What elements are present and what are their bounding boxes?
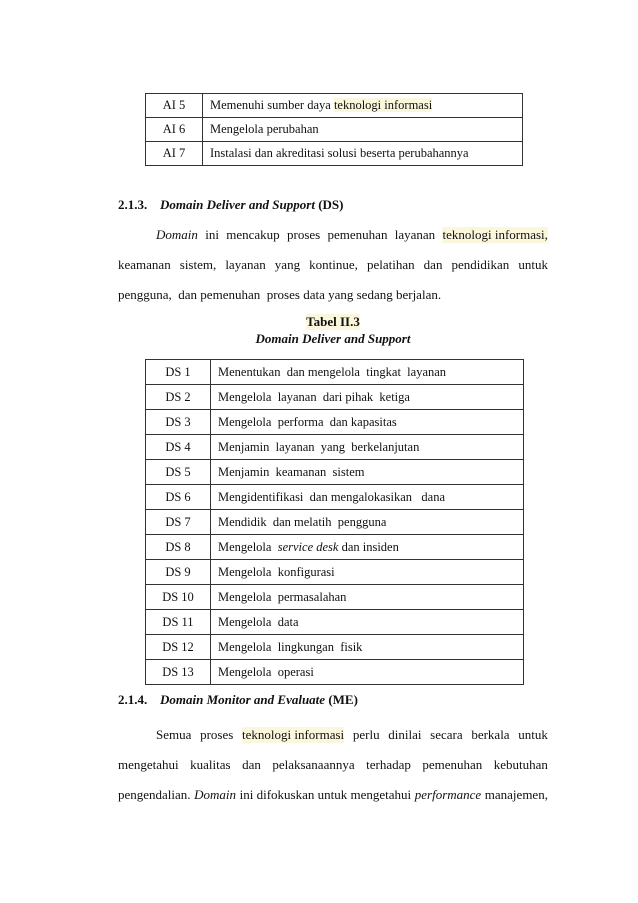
- table-row: [146, 360, 524, 385]
- row-description: [211, 385, 524, 410]
- word: pelatihan: [366, 257, 415, 272]
- word: dan: [423, 257, 443, 272]
- description-text: dan insiden: [338, 539, 399, 554]
- description-text: Mengelola layanan dari pihak ketiga: [218, 389, 410, 404]
- word: mengetahui: [118, 757, 179, 772]
- description-text: Mengelola permasalahan: [218, 589, 347, 604]
- row-code: DS 13: [146, 660, 211, 685]
- word: secara: [430, 727, 463, 742]
- word: proses: [286, 227, 321, 242]
- row-code: DS 9: [146, 560, 211, 585]
- word: manajemen,: [484, 787, 548, 802]
- description-text: Mendidik dan melatih pengguna: [218, 514, 387, 529]
- description-text: Mengelola performa dan kapasitas: [218, 414, 397, 429]
- word: kebutuhan: [493, 757, 548, 772]
- caption-title: Domain Deliver and Support: [255, 331, 411, 346]
- word: berkala: [471, 727, 510, 742]
- word: dan: [242, 757, 261, 772]
- table-row: [146, 510, 524, 535]
- row-description: Memenuhi sumber daya teknologi informasi: [203, 94, 523, 118]
- description-text: Mengelola data: [218, 614, 299, 629]
- highlighted-term: teknologi informasi: [333, 98, 433, 112]
- paragraph-line: [156, 227, 548, 243]
- word: perlu: [352, 727, 380, 742]
- section-heading-me: [118, 692, 358, 708]
- paragraph-line: pengguna, dan pemenuhan proses data yang sedang berjalan.: [118, 287, 442, 302]
- word: yang: [274, 257, 301, 272]
- word: terhadap: [366, 757, 411, 772]
- row-description: [211, 635, 524, 660]
- row-code: DS 8: [146, 535, 211, 560]
- row-description: [211, 435, 524, 460]
- row-description: [211, 585, 524, 610]
- word: pemenuhan: [327, 227, 388, 242]
- table-caption: [118, 314, 548, 347]
- description-text: Mengelola operasi: [218, 664, 314, 679]
- row-description: [211, 360, 524, 385]
- row-description: Instalasi dan akreditasi solusi beserta perubahannya: [203, 142, 523, 166]
- table-row: [146, 118, 523, 142]
- description-text: Menjamin layanan yang berkelanjutan: [218, 439, 420, 454]
- word: sistem,: [179, 257, 217, 272]
- row-description: [211, 660, 524, 685]
- word: kontinue,: [309, 257, 358, 272]
- description-text: Mengelola: [218, 539, 278, 554]
- word: Domain: [194, 787, 237, 802]
- table-row: [146, 142, 523, 166]
- row-code: AI 5: [146, 94, 203, 118]
- word: kualitas: [190, 757, 231, 772]
- table-row: [146, 635, 524, 660]
- word: pengendalian.: [118, 787, 191, 802]
- paragraph-line: [156, 727, 548, 743]
- row-description: [211, 560, 524, 585]
- table-row: [146, 485, 524, 510]
- table-row: [146, 610, 524, 635]
- word: pemenuhan: [422, 757, 483, 772]
- section-title: Domain Monitor and Evaluate: [160, 692, 326, 707]
- highlighted-term: teknologi informasi,: [442, 227, 548, 242]
- word: proses: [200, 727, 234, 742]
- row-description: Mengelola perubahan: [203, 118, 523, 142]
- row-description: [211, 460, 524, 485]
- row-code: DS 5: [146, 460, 211, 485]
- row-code: DS 6: [146, 485, 211, 510]
- word: layanan: [225, 257, 266, 272]
- word: pelaksanaannya: [272, 757, 355, 772]
- section-abbr: (ME): [328, 692, 358, 707]
- description-text: Menentukan dan mengelola tingkat layanan: [218, 364, 447, 379]
- highlighted-term: teknologi informasi: [241, 727, 345, 742]
- paragraph-line: [118, 787, 548, 803]
- description-text: Mengelola lingkungan fisik: [218, 639, 363, 654]
- row-code: AI 6: [146, 118, 203, 142]
- word: keamanan: [118, 257, 171, 272]
- italic-term: service desk: [277, 539, 339, 554]
- table-ai: [145, 93, 523, 166]
- row-code: DS 11: [146, 610, 211, 635]
- table-row: [146, 460, 524, 485]
- table-ds: [145, 359, 524, 685]
- description-text: Mengelola konfigurasi: [218, 564, 335, 579]
- description-text: Menjamin keamanan sistem: [218, 464, 365, 479]
- row-code: AI 7: [146, 142, 203, 166]
- word: layanan: [394, 227, 436, 242]
- row-description: [211, 510, 524, 535]
- table-row: [146, 385, 524, 410]
- paragraph-line: [118, 757, 548, 773]
- row-code: DS 7: [146, 510, 211, 535]
- word: performance: [414, 787, 482, 802]
- row-description: [211, 485, 524, 510]
- word: untuk: [518, 727, 548, 742]
- section-number: 2.1.4.: [118, 692, 148, 707]
- caption-label: Tabel II.3: [306, 314, 360, 329]
- description-text: Mengidentifikasi dan mengalokasikan dana: [218, 489, 446, 504]
- table-row: [146, 410, 524, 435]
- row-code: DS 1: [146, 360, 211, 385]
- row-description: [211, 535, 524, 560]
- table-row: [146, 94, 523, 118]
- table-row: [146, 585, 524, 610]
- word: Semua: [156, 727, 192, 742]
- table-row: [146, 535, 524, 560]
- table-row: [146, 435, 524, 460]
- section-title: Domain Deliver and Support: [160, 197, 315, 212]
- row-description: [211, 610, 524, 635]
- row-code: DS 2: [146, 385, 211, 410]
- table-row: [146, 660, 524, 685]
- row-code: DS 3: [146, 410, 211, 435]
- row-code: DS 4: [146, 435, 211, 460]
- section-abbr: (DS): [318, 197, 344, 212]
- word: pendidikan: [451, 257, 510, 272]
- word: dinilai: [388, 727, 422, 742]
- paragraph-line: [118, 257, 548, 273]
- word: Domain: [156, 227, 198, 242]
- row-code: DS 10: [146, 585, 211, 610]
- row-code: DS 12: [146, 635, 211, 660]
- word: ini: [205, 227, 219, 242]
- section-heading-ds: [118, 197, 343, 213]
- word: mencakup: [226, 227, 280, 242]
- table-row: [146, 560, 524, 585]
- word: untuk: [518, 257, 548, 272]
- row-description: [211, 410, 524, 435]
- word: ini difokuskan untuk mengetahui: [239, 787, 412, 802]
- section-number: 2.1.3.: [118, 197, 148, 212]
